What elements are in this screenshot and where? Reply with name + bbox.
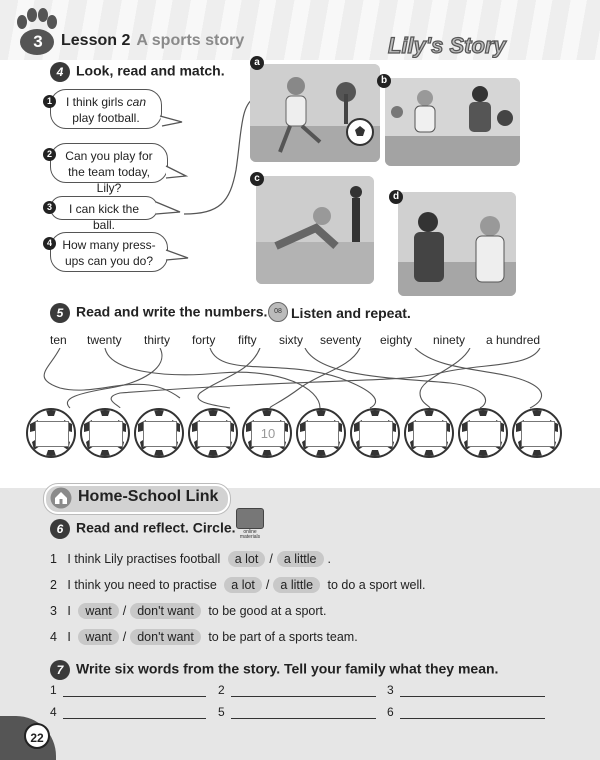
answer-box-eighty[interactable]: [413, 421, 447, 447]
task6-instruction: Read and reflect. Circle.: [76, 519, 236, 536]
task6-heading: [50, 519, 236, 539]
reflect-line-4-text: I: [67, 630, 71, 644]
speech-bubble-3: I can kick the ball.: [50, 196, 158, 220]
write-line-3-number: 3: [387, 683, 394, 697]
option-separator: /: [265, 578, 270, 592]
answer-box-ninety[interactable]: [467, 421, 501, 447]
reflect-line-4-number: 4: [50, 630, 57, 644]
bubble-1-text-b: play football.: [72, 111, 140, 125]
answer-box-twenty[interactable]: [89, 421, 123, 447]
option-want[interactable]: want: [78, 629, 118, 645]
word-ten: ten: [50, 333, 67, 347]
online-materials-label: online materials: [239, 529, 261, 540]
reflect-line-3-end: to be good at a sport.: [208, 604, 327, 618]
option-a-little[interactable]: a little: [277, 551, 324, 567]
option-separator: /: [122, 604, 127, 618]
task5-instruction: Read and write the numbers.: [76, 303, 268, 320]
bubble-4-number: 4: [43, 237, 56, 250]
answer-box-a-hundred[interactable]: [521, 421, 555, 447]
write-line-1-number: 1: [50, 683, 57, 697]
answer-box-forty[interactable]: [197, 421, 231, 447]
bubble-1-number: 1: [43, 95, 56, 108]
speech-bubble-1: [50, 89, 162, 129]
reflect-line-4-end: to be part of a sports team.: [208, 630, 358, 644]
task7-heading: [50, 660, 498, 680]
write-line-3[interactable]: [400, 696, 545, 697]
task4-instruction: Look, read and match.: [76, 62, 225, 79]
answer-box-sixty[interactable]: [305, 421, 339, 447]
task4-number: 4: [50, 62, 70, 82]
task5-heading: [50, 303, 267, 323]
reflect-line-3: [50, 603, 326, 619]
reflect-line-1-end: .: [327, 552, 331, 566]
task6-number: 6: [50, 519, 70, 539]
photo-a-label: a: [250, 56, 264, 70]
tangle-lines: [20, 348, 580, 410]
reflect-line-2-end: to do a sport well.: [327, 578, 426, 592]
word-ninety: ninety: [433, 333, 466, 347]
task5-number: 5: [50, 303, 70, 323]
lesson-label: Lesson 2: [61, 32, 131, 49]
write-line-5[interactable]: [231, 718, 376, 719]
photo-a: [250, 64, 380, 162]
story-logo-text: Lily's Story: [388, 33, 506, 58]
option-separator: /: [122, 630, 127, 644]
bubble-3-number: 3: [43, 201, 56, 214]
house-icon: [50, 487, 72, 509]
write-line-2[interactable]: [231, 696, 376, 697]
photo-c: [256, 176, 374, 284]
speech-bubble-2: Can you play for the team today, Lily?: [50, 143, 168, 183]
answer-box-fifty[interactable]: 10: [251, 421, 285, 447]
page-number: 22: [24, 723, 50, 749]
write-line-4-number: 4: [50, 705, 57, 719]
reflect-line-1: [50, 551, 331, 567]
word-fifty: fifty: [238, 333, 257, 347]
word-a-hundred: a hundred: [486, 333, 541, 347]
reflect-line-3-text: I: [67, 604, 71, 618]
cd-icon: 08: [268, 302, 288, 322]
photo-b: [385, 78, 520, 166]
option-a-little[interactable]: a little: [273, 577, 320, 593]
word-seventy: seventy: [320, 333, 362, 347]
answer-box-ten[interactable]: [35, 421, 69, 447]
home-school-title: Home-School Link: [78, 488, 219, 505]
word-eighty: eighty: [380, 333, 413, 347]
reflect-line-2-number: 2: [50, 578, 57, 592]
task7-instruction: Write six words from the story. Tell your family what they mean.: [76, 660, 499, 677]
option-a-lot[interactable]: a lot: [224, 577, 262, 593]
write-line-5-number: 5: [218, 705, 225, 719]
speech-bubble-4: How many press-ups can you do?: [50, 232, 168, 272]
word-thirty: thirty: [144, 333, 171, 347]
reflect-line-4: [50, 629, 358, 645]
photo-b-label: b: [377, 74, 391, 88]
task7-number: 7: [50, 660, 70, 680]
write-line-6[interactable]: [400, 718, 545, 719]
option-dont-want[interactable]: don't want: [130, 629, 201, 645]
write-line-2-number: 2: [218, 683, 225, 697]
option-want[interactable]: want: [78, 603, 118, 619]
online-materials-icon: [236, 508, 264, 538]
story-logo: [384, 32, 550, 58]
reflect-line-2: [50, 577, 426, 593]
bubble-1-text-a: I think girls: [65, 95, 127, 109]
photo-d: [398, 192, 516, 296]
write-line-1[interactable]: [63, 696, 206, 697]
monitor-icon: [236, 508, 264, 529]
option-dont-want[interactable]: don't want: [130, 603, 201, 619]
photo-c-label: c: [250, 172, 264, 186]
bubble-2-number: 2: [43, 148, 56, 161]
lesson-title: [61, 32, 244, 50]
lesson-subtitle: A sports story: [136, 32, 245, 49]
task5-listen: Listen and repeat.: [291, 305, 411, 321]
word-twenty: twenty: [87, 333, 122, 347]
reflect-line-2-text: I think you need to practise: [67, 578, 217, 592]
option-a-lot[interactable]: a lot: [228, 551, 266, 567]
reflect-line-1-number: 1: [50, 552, 57, 566]
answer-box-thirty[interactable]: [143, 421, 177, 447]
option-separator: /: [269, 552, 273, 566]
write-line-6-number: 6: [387, 705, 394, 719]
task4-heading: [50, 62, 225, 82]
write-line-4[interactable]: [63, 718, 206, 719]
word-sixty: sixty: [279, 333, 303, 347]
word-forty: forty: [192, 333, 216, 347]
photo-d-label: d: [389, 190, 403, 204]
answer-box-seventy[interactable]: [359, 421, 393, 447]
lesson-number: 3: [33, 32, 43, 51]
bubble-1-text-em: can: [126, 95, 147, 109]
reflect-line-3-number: 3: [50, 604, 57, 618]
reflect-line-1-text: I think Lily practises football: [67, 552, 221, 566]
